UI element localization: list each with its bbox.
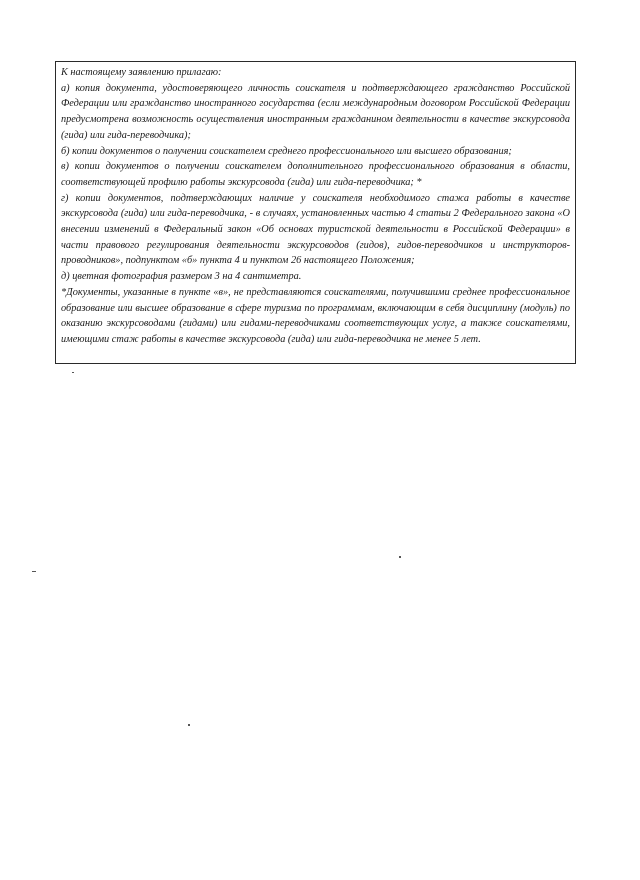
attachment-item-v: в) копии документов о получении соискателем дополнительного профессионального образования в области, соответствующей профилю работы экскурсовода (гида) или гида-переводчика; * [61,161,570,188]
attachments-intro: К настоящему заявлению прилагаю: [61,67,222,78]
attachment-item-a: а) копия документа, удостоверяющего личность соискателя и подтверждающего гражданство Российской Федерации или гражданство иностранного государства (если международным договором Российской Федерации предусмотрена возможность осуществления иностранным гражданином деятельности в качестве экскурсовода (гида) или гида-переводчика); [61,82,570,141]
attachment-item-g: г) копии документов, подтверждающих наличие у соискателя необходимого стажа работы в качестве экскурсовода (гида) или гида-переводчика, - в случаях, установленных частью 4 статьи 2 Федерального закона «О внесении изменений в Федеральный закон «Об основах туристской деятельности в Российской Федерации» в части правового регулирования деятельности экскурсоводов (гидов), гидов-переводчиков и инструкторов-проводников», подпунктом «б» пункта 4 и пунктом 26 настоящего Положения; [61,192,570,267]
scan-speck [32,571,36,572]
attachments-box [55,61,576,364]
scan-speck [399,556,401,558]
scan-speck [188,724,190,726]
scan-speck [72,372,74,373]
attachments-footnote: *Документы, указанные в пункте «в», не представляются соискателями, получившими среднее профессиональное образование или высшее образование в сфере туризма по программам, включающим в себя дисциплину (модуль) по оказанию экскурсоводами (гидами) или гидами-переводчиками соответствующих услуг, а также соискателями, имеющими стаж работы в качестве экскурсовода (гида) или гида-переводчика не менее 5 лет. [61,286,570,345]
attachment-item-d: д) цветная фотография размером 3 на 4 сантиметра. [61,271,302,283]
attachment-item-b: б) копии документов о получении соискателем среднего профессионального или высшего образования; [61,145,512,157]
